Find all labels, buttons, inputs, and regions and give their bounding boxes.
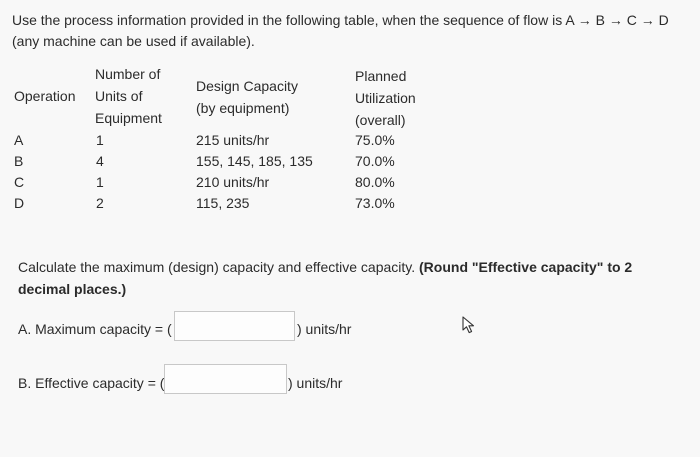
row-a-capacity: 215 units/hr <box>196 132 270 148</box>
row-b-capacity: 155, 145, 185, 135 <box>196 153 313 169</box>
header-units-line2: Units of <box>95 88 143 104</box>
header-units-line3: Equipment <box>95 110 162 126</box>
row-d-operation: D <box>14 195 25 211</box>
row-a-operation: A <box>14 132 24 148</box>
max-capacity-units: ) units/hr <box>297 321 352 337</box>
calculation-instructions <box>18 256 688 300</box>
instruction-main: Calculate the maximum (design) capacity and effective capacity. <box>18 259 416 275</box>
header-utilization-line1: Planned <box>355 68 407 84</box>
row-d-capacity: 115, 235 <box>196 195 250 211</box>
row-a-units: 1 <box>96 132 104 148</box>
header-capacity-line1: Design Capacity <box>196 78 298 94</box>
max-capacity-label: A. Maximum capacity = ( <box>18 321 172 337</box>
effective-capacity-units: ) units/hr <box>288 375 343 391</box>
row-b-utilization: 70.0% <box>355 153 395 169</box>
row-d-utilization: 73.0% <box>355 195 395 211</box>
row-c-operation: C <box>14 174 25 190</box>
row-c-utilization: 80.0% <box>355 174 395 190</box>
question-text: Use the process information provided in the following table, when the sequence of flow is A → B → C → D (any machine can be used if available). <box>12 12 669 49</box>
header-operation: Operation <box>14 88 76 104</box>
effective-capacity-label: B. Effective capacity = ( <box>18 375 165 391</box>
header-capacity-line2: (by equipment) <box>196 100 290 116</box>
instruction-rounding: (Round "Effective capacity" to 2 decimal places.) <box>18 259 633 297</box>
row-b-operation: B <box>14 153 24 169</box>
header-utilization-line2: Utilization <box>355 90 416 106</box>
row-d-units: 2 <box>96 195 104 211</box>
header-units-line1: Number of <box>95 66 161 82</box>
effective-capacity-input[interactable] <box>164 364 287 394</box>
row-b-units: 4 <box>96 153 104 169</box>
row-a-utilization: 75.0% <box>355 132 395 148</box>
header-utilization-line3: (overall) <box>355 112 406 128</box>
row-c-capacity: 210 units/hr <box>196 174 270 190</box>
mouse-pointer-icon <box>462 316 478 334</box>
row-c-units: 1 <box>96 174 104 190</box>
max-capacity-input[interactable] <box>174 311 295 341</box>
